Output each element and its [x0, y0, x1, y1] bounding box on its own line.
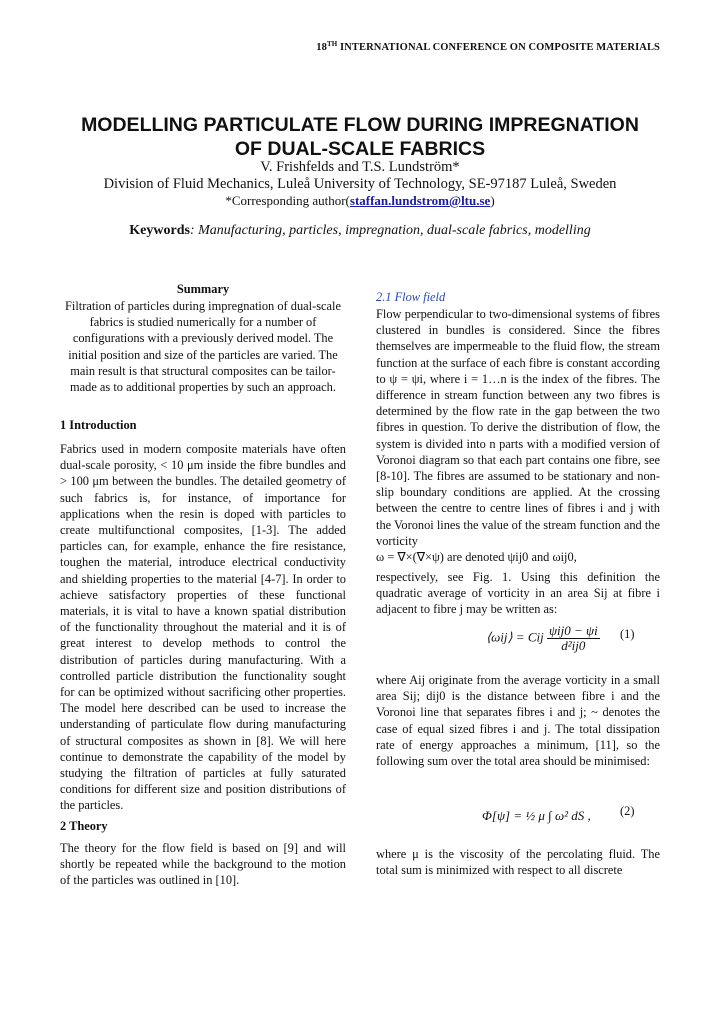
paper-title [60, 113, 660, 161]
conference-number: 18 [316, 42, 327, 53]
equation-1 [486, 624, 600, 653]
equation-1-fraction [547, 624, 600, 653]
flow-field-paragraph-1-end: respectively, see Fig. 1. Using this definition the quadratic average of vorticity in an area Sij at fibre i adjacent to fibre j may be written as: [376, 570, 660, 617]
conference-name: INTERNATIONAL CONFERENCE ON COMPOSITE MATERIALS [337, 42, 660, 53]
corresponding-suffix: ) [490, 193, 495, 208]
equation-1-lhs: ⟨ωij⟩ = Cij [486, 629, 544, 645]
conference-ordinal: TH [327, 40, 338, 48]
summary-heading: Summary [176, 282, 230, 296]
flow-field-heading: 2.1 Flow field [376, 290, 446, 304]
flow-field-paragraph-1: Flow perpendicular to two-dimensional systems of fibres clustered in bundles is considered. Since the fibres themselves are impermeable to the fluid flow, the stream function at the surface of each fibre is constant according to ψ = ψi, where i = 1…n is the index of the fibres. The difference in stream function between any two fibres is determined by the flow rate in the gap between the two fibres in question. To derive the distribution of flow, the system is divided into n parts with a modified version of Voronoi diagram so that each part contains one fibre, see [8-10]. The fibres are assumed to be stationary and non-slip boundary conditions are applied. At the crossing between the centre to centre lines of fibres i and j with the Voronoi lines the value of the stream function and the vorticity [376, 307, 660, 548]
vorticity-definition-line: ω = ∇×(∇×ψ) are denoted ψij0 and ωij0, [376, 550, 577, 564]
corresponding-email-link[interactable]: staffan.lundstrom@ltu.se [349, 193, 491, 208]
authors: V. Frishfelds and T.S. Lundström* [260, 159, 460, 175]
keywords-label: Keywords [129, 223, 190, 238]
flow-field-paragraph-2: where Aij originate from the average vorticity in a small area Sij; dij0 is the distance between fibre i and the Voronoi line that separates fibres i and j; ~ denotes the case of equal sized fibres i and j. The total dissipation rate of energy approaches a minimum, [11], so the following sum over the total area should be minimised: [376, 673, 660, 769]
equation-2: Φ[ψ] = ½ μ ∫ ω² dS , [482, 808, 591, 823]
title-line-1: MODELLING PARTICULATE FLOW DURING IMPREGNATION [81, 114, 639, 136]
introduction-text: Fabrics used in modern composite materials have often dual-scale porosity, < 10 μm inside the fibre bundles and > 100 μm between the bundles. The detailed geometry of such fabrics is, for instance, of importance for applications when the resin is doped with particles to create multifunctional composites, [1-3]. The added particles can, for example, enhance the fire resistance, toughen the material, introduce electrical conductivity and shielding properties to the material [4-7]. In order to achieve satisfactory properties of these functional materials, it is vital to have a known spatial distribution of the functionality throughout the material and it is of great interest to develop methods to control the distribution of particles during manufacturing. With a controlled particle distribution the functionality sought for can be optimized without sacrificing other properties. The model here described can be used to increase the understanding of particulate flow during manufacturing of structural composites as shown in [8]. We will here continue to demonstrate the capability of the model by studying the filtration of particles at fully saturated conditions for different size and position distributions of the particles. [60, 442, 346, 813]
corresponding-author [60, 192, 660, 209]
summary-text: Filtration of particles during impregnation of dual-scale fabrics is studied numerically for a number of configurations with a previously derived model. The initial position and size of the particles are varied. The main result is that structural composites can be tailor-made as to additional properties by such an approach. [65, 299, 341, 395]
title-line-2: OF DUAL-SCALE FABRICS [234, 138, 486, 160]
equation-1-number: (1) [620, 627, 635, 641]
theory-heading: 2 Theory [60, 819, 108, 833]
affiliation: Division of Fluid Mechanics, Luleå University of Technology, SE-97187 Luleå, Sweden [103, 176, 617, 192]
keywords [60, 222, 660, 240]
introduction-heading: 1 Introduction [60, 418, 137, 432]
theory-text: The theory for the flow field is based on [9] and will shortly be repeated while the background to the motion of the particles was outlined in [10]. [60, 841, 346, 888]
equation-1-denominator: d²ij0 [561, 638, 586, 653]
keywords-text: : Manufacturing, particles, impregnation, dual-scale fabrics, modelling [189, 223, 591, 238]
equation-2-number: (2) [620, 804, 635, 818]
corresponding-prefix: *Corresponding author( [225, 193, 350, 208]
flow-field-paragraph-3: where μ is the viscosity of the percolating fluid. The total sum is minimized with respect to all discrete [376, 847, 660, 878]
equation-1-numerator: ψij0 − ψi [548, 623, 598, 638]
